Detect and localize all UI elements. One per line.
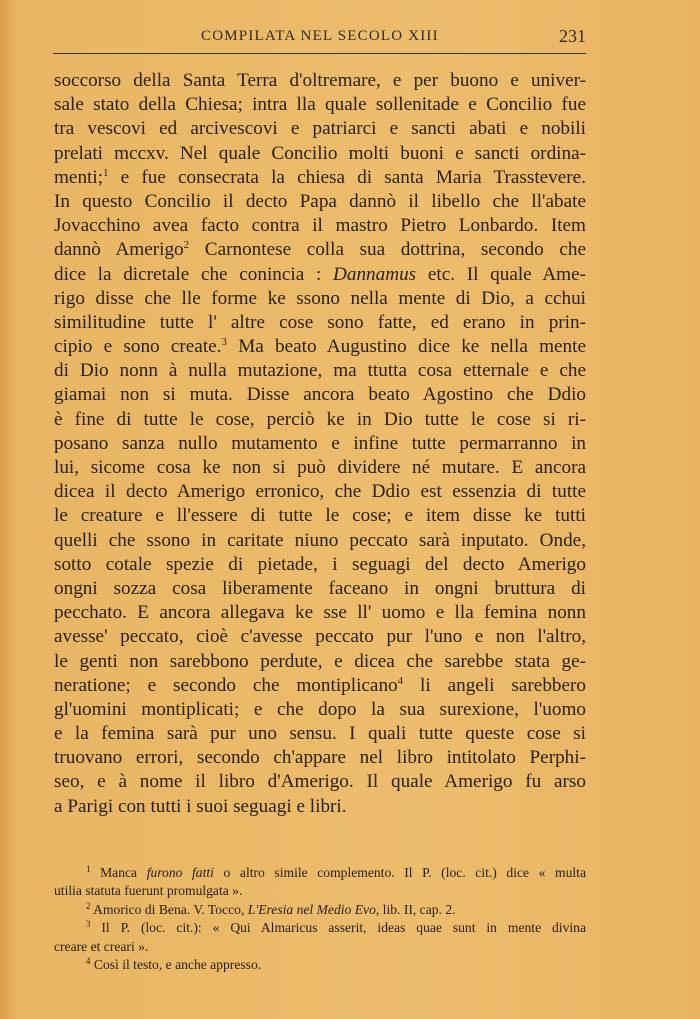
page-number: 231 bbox=[559, 26, 586, 46]
text-line: sale stato della Chiesa; intra lla quale sollenitade e Concilio fue bbox=[54, 94, 586, 116]
text-line bbox=[54, 166, 586, 190]
text-line: gl'uomini montiplicati; e che dopo la sua surexione, l'uomo bbox=[54, 698, 586, 720]
page-header bbox=[53, 26, 586, 50]
footnote-number: 1 bbox=[86, 864, 91, 874]
text-line: a Parigi con tutti i suoi seguagi e libri. bbox=[54, 795, 347, 817]
footnote-4 bbox=[54, 956, 586, 974]
text-line bbox=[54, 263, 586, 287]
text-fragment: cipio e sono create. bbox=[54, 336, 222, 358]
text-line: soccorso della Santa Terra d'oltremare, e per buono e univer- bbox=[54, 70, 586, 91]
text-fragment: etc. Il quale Ame- bbox=[416, 263, 587, 285]
text-line: avesse' peccato, cioè c'avesse peccato pur l'uno e non l'altro, bbox=[54, 626, 586, 648]
text-fragment: Il P. (loc. cit.): « Qui Almaricus asserit, ideas quae sunt in mente divina bbox=[90, 920, 586, 936]
text-fragment: dannò Amerigo bbox=[54, 239, 184, 261]
text-line: tra vescovi ed arcivescovi e patriarci e sancti abati e nobili bbox=[54, 118, 586, 140]
footnote-number: 2 bbox=[86, 900, 91, 911]
text-line: rigo disse che lle forme ke ssono nella mente di Dio, a cchui bbox=[54, 287, 586, 309]
text-fragment: Carnontese colla sua dottrina, secondo che bbox=[189, 239, 586, 261]
footnote-number: 4 bbox=[86, 955, 91, 966]
text-line: dicea il decto Amerigo erronico, che Ddio est essenzia di tutte bbox=[54, 481, 586, 503]
text-line: è fine di tutte le cose, perciò ke in Dio tutte le cose si ri- bbox=[54, 408, 586, 430]
text-line: sotto cotale spezie di pietade, i seguagi del decto Amerigo bbox=[54, 553, 586, 575]
footnote-ref-1: 1 bbox=[103, 166, 109, 179]
text-fragment: Manca bbox=[90, 865, 147, 880]
text-fragment: , lib. II, cap. 2. bbox=[375, 901, 456, 917]
body-text bbox=[54, 69, 586, 819]
text-line: e la femina sarà pur uno sensu. I quali tutte queste cose si bbox=[54, 723, 586, 745]
text-fragment: Amorico di Bena. V. Tocco, bbox=[90, 901, 248, 917]
footnote-1-cont: utilia statuta fuerunt promulgata ». bbox=[54, 883, 243, 899]
italic-term: L'Eresia nel Medio Evo bbox=[247, 901, 376, 917]
text-line: lui, sicome cosa ke non si può dividere né mutare. E ancora bbox=[54, 457, 586, 478]
text-line bbox=[54, 335, 586, 359]
footnote-ref-2: 2 bbox=[183, 239, 190, 252]
text-line: quelli che ssono in caritate niuno peccato sarà inputato. Onde, bbox=[54, 529, 586, 551]
text-line: posano sanza nullo mutamento e infine tutte permarranno in bbox=[54, 432, 586, 454]
text-line bbox=[54, 238, 586, 262]
text-fragment: Ma beato Augustino dice ke nella mente bbox=[226, 336, 586, 358]
text-fragment: Così il testo, e anche appresso. bbox=[90, 956, 262, 972]
text-fragment: menti; bbox=[54, 166, 104, 188]
text-fragment: o altro simile complemento. Il P. (loc. cit.) dice « multa bbox=[213, 865, 586, 880]
footnote-number: 3 bbox=[86, 919, 91, 930]
text-line: seo, e à nome il libro d'Amerigo. Il quale Amerigo fu arso bbox=[54, 771, 586, 793]
text-line: di Dio nonn à nulla mutazione, ma ttutta cosa etternale e che bbox=[54, 360, 586, 382]
text-line: prelati mccxv. Nel quale Concilio molti buoni e sancti ordina- bbox=[54, 142, 586, 164]
text-fragment: li angeli sarebbero bbox=[403, 674, 586, 696]
footnote-1 bbox=[54, 864, 586, 882]
footnote-ref-3: 3 bbox=[221, 336, 227, 349]
footnote-3 bbox=[54, 919, 586, 937]
text-line: Jovacchino avea facto contra il mastro Pietro Lonbardo. Item bbox=[54, 215, 586, 237]
text-line: similitudine tutte l' altre cose sono fatte, ed erano in prin- bbox=[54, 311, 586, 333]
text-line bbox=[54, 674, 586, 698]
text-line: In questo Concilio il decto Papa dannò il libello che ll'abate bbox=[54, 190, 586, 212]
footnote-3-cont: creare et creari ». bbox=[54, 938, 149, 954]
footnotes bbox=[54, 864, 586, 974]
header-rule bbox=[53, 53, 586, 54]
text-fragment: neratione; e secondo che montiplicano bbox=[54, 674, 398, 696]
italic-term: furono fatti bbox=[146, 865, 214, 880]
text-line: giamai non si muta. Disse ancora beato Agostino che Ddio bbox=[54, 384, 586, 406]
italic-term: Dannamus bbox=[333, 263, 417, 285]
text-line: truovano errori, secondo ch'appare nel libro intitolato Perphi- bbox=[54, 747, 586, 769]
running-title: COMPILATA NEL SECOLO XIII bbox=[201, 28, 439, 44]
text-line: pecchato. E ancora allegava ke sse ll' uomo e lla femina nonn bbox=[54, 602, 586, 624]
text-fragment: dice la dicretale che conincia : bbox=[54, 263, 333, 285]
text-line: ongni sozza cosa liberamente faceano in ongni bruttura di bbox=[54, 577, 586, 599]
text-line: le creature e ll'essere di tutte le cose; e item disse ke tutti bbox=[54, 505, 586, 527]
text-line: le genti non sarebbono perdute, e dicea che sarebbe stata ge- bbox=[54, 650, 586, 672]
text-fragment: e fue consecrata la chiesa di santa Maria Trasstevere. bbox=[108, 166, 586, 188]
footnote-ref-4: 4 bbox=[397, 674, 404, 687]
footnote-2 bbox=[54, 901, 586, 919]
